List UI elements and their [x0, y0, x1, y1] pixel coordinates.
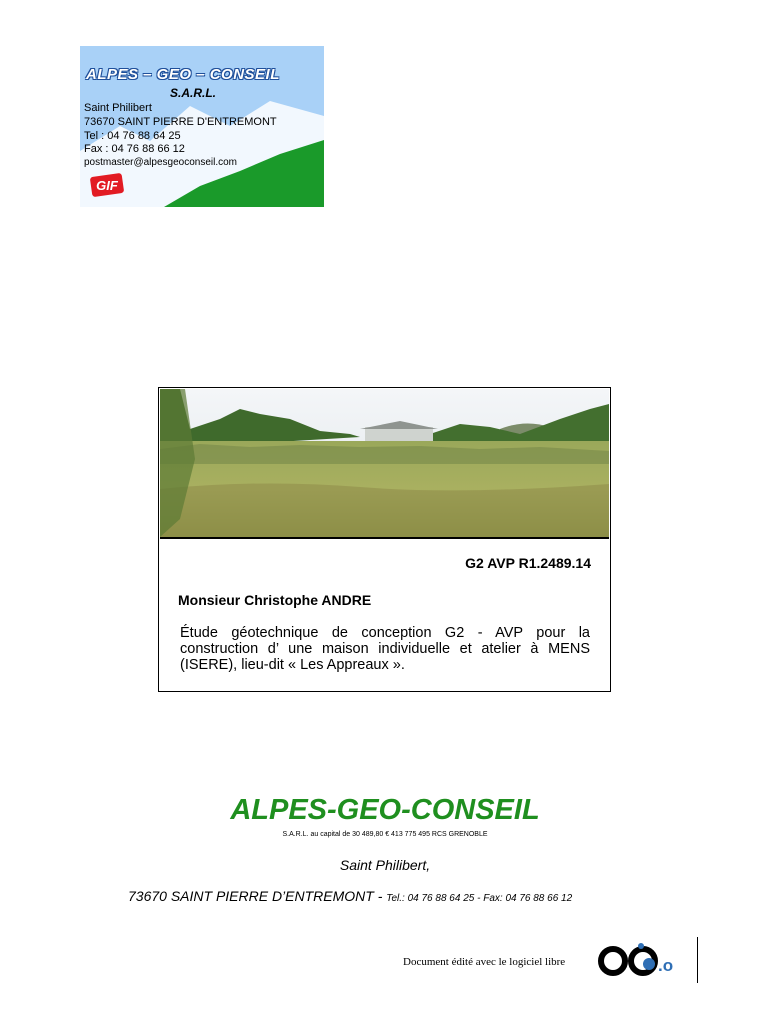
cover-info: [160, 539, 609, 690]
letterhead-email: postmaster@alpesgeoconseil.com: [84, 157, 238, 168]
letterhead-legal-form: S.A.R.L.: [170, 86, 217, 100]
company-address-line: [128, 888, 572, 904]
company-fax: Fax: 04 76 88 66 12: [483, 893, 573, 904]
report-subject: Étude géotechnique de conception G2 - AVP pour la construction d’ une maison individuelle et atelier à MENS (ISERE), lieu-dit « Les Appreaux ».: [180, 625, 590, 673]
footer-divider: [697, 937, 698, 983]
meadow-photo: [160, 389, 609, 537]
openoffice-logo-dot-o: .o: [658, 956, 674, 975]
letterhead-fax: Fax : 04 76 88 66 12: [84, 143, 185, 155]
edited-with-note: Document édité avec le logiciel libre: [403, 956, 566, 968]
letterhead-address-line: 73670 SAINT PIERRE D'ENTREMONT: [84, 116, 277, 128]
client-name: Monsieur Christophe ANDRE: [178, 592, 372, 608]
letterhead-phone: Tel : 04 76 88 64 25: [84, 130, 181, 142]
report-reference: G2 AVP R1.2489.14: [465, 555, 591, 571]
site-photo: [160, 389, 609, 539]
company-phone: Tel.: 04 76 88 64 25 -: [386, 893, 484, 904]
letterhead-logo: [80, 46, 324, 207]
letterhead-brand: ALPES – GEO – CONSEIL: [86, 66, 280, 83]
gif-badge-label: GIF: [96, 178, 118, 193]
openoffice-logo-icon: [597, 941, 687, 977]
company-address: 73670 SAINT PIERRE D’ENTREMONT -: [128, 888, 387, 904]
company-place: Saint Philibert,: [339, 857, 431, 873]
letterhead-address-line: Saint Philibert: [84, 102, 152, 114]
company-capital: S.A.R.L. au capital de 30 489,80 € 413 775 495 RCS GRENOBLE: [282, 831, 488, 838]
company-name: ALPES-GEO-CONSEIL: [230, 794, 540, 826]
gif-badge-icon: [90, 172, 124, 198]
